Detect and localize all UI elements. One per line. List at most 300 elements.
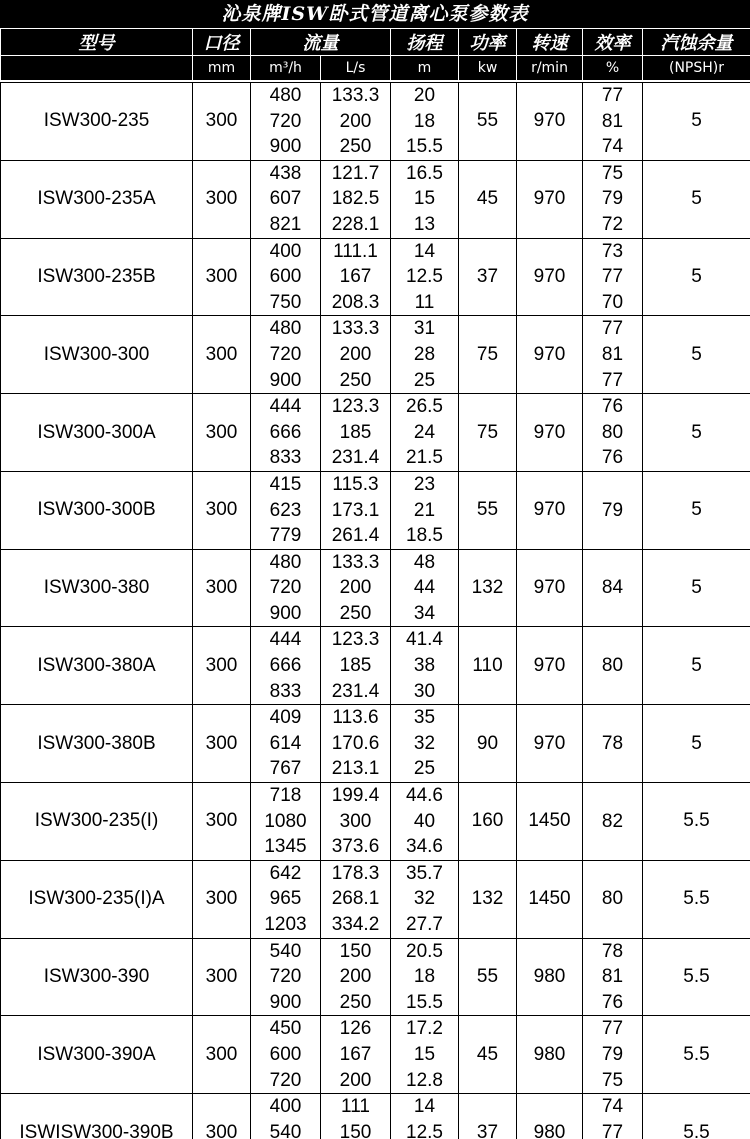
- cell-model: ISWISW300-390B: [1, 1094, 193, 1139]
- cell-head-value: 12.8: [406, 1069, 443, 1091]
- cell-diameter: 300: [193, 627, 251, 705]
- cell-model: ISW300-235: [1, 83, 193, 161]
- cell-speed: 970: [517, 83, 583, 161]
- cell-diameter: 300: [193, 1094, 251, 1139]
- cell-model: ISW300-380A: [1, 627, 193, 705]
- cell-model: ISW300-235(I): [1, 783, 193, 861]
- cell-head-value: 14: [413, 240, 436, 262]
- cell-efficiency-value: 84: [601, 577, 624, 599]
- cell-head-value: 15.5: [406, 136, 443, 158]
- cell-head-value: 35: [413, 707, 436, 729]
- cell-flow-ls-value: 213.1: [331, 758, 380, 780]
- cell-efficiency: [583, 705, 643, 783]
- cell-flow-ls-value: 231.4: [331, 680, 380, 702]
- cell-diameter: 300: [193, 83, 251, 161]
- cell-flow-ls-value: 185: [339, 421, 372, 443]
- cell-power: 55: [459, 938, 517, 1016]
- cell-efficiency-value: 76: [601, 991, 624, 1013]
- cell-diameter: 300: [193, 316, 251, 394]
- cell-head-value: 32: [413, 732, 436, 754]
- cell-efficiency: [583, 238, 643, 316]
- cell-flow-m3h-value: 409: [269, 707, 302, 729]
- cell-flow-ls-value: 250: [339, 602, 372, 624]
- cell-head-value: 15: [413, 188, 436, 210]
- cell-flow-m3h-value: 833: [269, 680, 302, 702]
- cell-power: 132: [459, 860, 517, 938]
- cell-efficiency: [583, 938, 643, 1016]
- cell-flow-m3h: [251, 238, 321, 316]
- cell-flow-ls-value: 261.4: [331, 525, 380, 547]
- cell-flow-m3h-value: 415: [269, 473, 302, 495]
- cell-flow-ls: [321, 83, 391, 161]
- cell-efficiency-value: 79: [601, 499, 624, 521]
- cell-efficiency-value: 82: [601, 810, 624, 832]
- cell-efficiency: [583, 1094, 643, 1139]
- cell-npsh: 5.5: [643, 1016, 750, 1094]
- cell-head-value: 26.5: [406, 396, 443, 418]
- cell-head-value: 31: [413, 318, 436, 340]
- cell-diameter: 300: [193, 160, 251, 238]
- cell-efficiency: [583, 1016, 643, 1094]
- cell-efficiency-value: 74: [601, 1096, 624, 1118]
- cell-model: ISW300-380: [1, 549, 193, 627]
- table-row: [1, 238, 750, 316]
- cell-efficiency-value: 70: [601, 291, 624, 313]
- cell-flow-m3h-value: 480: [269, 85, 302, 106]
- cell-head-value: 11: [414, 291, 435, 313]
- cell-flow-ls-value: 300: [339, 810, 372, 832]
- cell-head-value: 15.5: [406, 991, 443, 1013]
- cell-head-value: 13: [413, 213, 436, 235]
- cell-speed: 970: [517, 627, 583, 705]
- cell-flow-ls: [321, 860, 391, 938]
- cell-head: [391, 83, 459, 161]
- cell-flow-m3h-value: 400: [269, 1096, 302, 1118]
- cell-flow-m3h-value: 900: [269, 136, 302, 158]
- cell-head-value: 38: [413, 655, 436, 677]
- cell-head-value: 23: [413, 473, 436, 495]
- cell-head-value: 40: [413, 810, 436, 832]
- cell-model: ISW300-300: [1, 316, 193, 394]
- table-row: [1, 394, 750, 472]
- cell-power: 45: [459, 160, 517, 238]
- cell-power: 110: [459, 627, 517, 705]
- cell-flow-m3h: [251, 860, 321, 938]
- cell-head: [391, 783, 459, 861]
- cell-speed: 980: [517, 1016, 583, 1094]
- cell-speed: 970: [517, 238, 583, 316]
- cell-flow-m3h: [251, 783, 321, 861]
- cell-flow-m3h: [251, 160, 321, 238]
- cell-flow-m3h: [251, 83, 321, 161]
- table-row: [1, 316, 750, 394]
- cell-flow-ls-value: 334.2: [331, 914, 380, 935]
- cell-head-value: 21.5: [406, 447, 443, 469]
- cell-power: 45: [459, 1016, 517, 1094]
- cell-efficiency-value: 77: [601, 1018, 624, 1040]
- cell-speed: 970: [517, 471, 583, 549]
- cell-head-value: 30: [413, 680, 436, 702]
- header-head: 扬程: [391, 29, 459, 56]
- cell-flow-m3h-value: 614: [269, 732, 302, 754]
- cell-diameter: 300: [193, 394, 251, 472]
- cell-head: [391, 705, 459, 783]
- cell-head: [391, 316, 459, 394]
- cell-power: 37: [459, 1094, 517, 1139]
- cell-flow-m3h: [251, 394, 321, 472]
- cell-power: 55: [459, 471, 517, 549]
- table-row: [1, 860, 750, 938]
- cell-flow-ls-value: 150: [339, 1121, 372, 1139]
- cell-head-value: 14: [413, 1096, 436, 1118]
- table-row: [1, 549, 750, 627]
- cell-flow-ls-value: 250: [339, 136, 372, 158]
- cell-flow-ls-value: 228.1: [331, 213, 380, 235]
- cell-head-value: 15: [413, 1043, 436, 1065]
- cell-flow-ls-value: 121.7: [331, 162, 380, 184]
- cell-npsh: 5: [643, 238, 750, 316]
- cell-speed: 1450: [517, 860, 583, 938]
- cell-efficiency: [583, 83, 643, 161]
- table-row: [1, 83, 750, 161]
- cell-diameter: 300: [193, 783, 251, 861]
- unit-percent: %: [583, 56, 643, 81]
- cell-flow-ls: [321, 394, 391, 472]
- cell-head-value: 12.5: [406, 1121, 443, 1139]
- cell-efficiency-value: 75: [601, 162, 624, 184]
- cell-flow-m3h-value: 720: [269, 110, 302, 132]
- cell-speed: 970: [517, 394, 583, 472]
- header-model: 型号: [1, 29, 193, 56]
- cell-model: ISW300-380B: [1, 705, 193, 783]
- cell-efficiency-value: 77: [601, 1121, 624, 1139]
- cell-head-value: 20: [413, 85, 436, 106]
- cell-flow-ls-value: 133.3: [331, 318, 380, 340]
- cell-model: ISW300-390A: [1, 1016, 193, 1094]
- cell-head-value: 21: [413, 499, 436, 521]
- unit-mm: mm: [193, 56, 251, 81]
- cell-head-value: 44.6: [406, 785, 443, 807]
- cell-efficiency: [583, 160, 643, 238]
- cell-flow-m3h-value: 718: [269, 785, 302, 807]
- cell-efficiency-value: 73: [601, 240, 624, 262]
- sheet-title: 沁泉牌ISW卧式管道离心泵参数表: [0, 0, 750, 28]
- header-npsh: 汽蚀余量: [643, 29, 750, 56]
- cell-flow-m3h-value: 480: [269, 318, 302, 340]
- cell-flow-ls-value: 111.1: [333, 240, 378, 262]
- unit-m: m: [391, 56, 459, 81]
- cell-head: [391, 938, 459, 1016]
- cell-head: [391, 860, 459, 938]
- cell-model: ISW300-300B: [1, 471, 193, 549]
- cell-flow-m3h-value: 821: [269, 213, 302, 235]
- cell-speed: 970: [517, 316, 583, 394]
- cell-flow-m3h-value: 720: [269, 966, 302, 988]
- cell-efficiency-value: 75: [601, 1069, 624, 1091]
- cell-efficiency: [583, 316, 643, 394]
- cell-efficiency-value: 77: [601, 266, 624, 288]
- cell-flow-ls: [321, 1094, 391, 1139]
- cell-power: 90: [459, 705, 517, 783]
- cell-head-value: 25: [413, 758, 436, 780]
- cell-npsh: 5: [643, 549, 750, 627]
- cell-flow-ls-value: 185: [339, 655, 372, 677]
- cell-flow-ls-value: 182.5: [331, 188, 380, 210]
- cell-head-value: 34.6: [406, 836, 443, 858]
- cell-efficiency: [583, 860, 643, 938]
- cell-flow-ls: [321, 471, 391, 549]
- cell-diameter: 300: [193, 1016, 251, 1094]
- cell-flow-ls-value: 167: [339, 1043, 372, 1065]
- cell-flow-ls-value: 170.6: [331, 732, 380, 754]
- cell-power: 132: [459, 549, 517, 627]
- cell-npsh: 5: [643, 627, 750, 705]
- cell-diameter: 300: [193, 860, 251, 938]
- cell-model: ISW300-235B: [1, 238, 193, 316]
- cell-flow-ls-value: 200: [339, 1069, 372, 1091]
- cell-flow-m3h: [251, 1094, 321, 1139]
- cell-flow-ls-value: 173.1: [331, 499, 380, 521]
- header-speed: 转速: [517, 29, 583, 56]
- cell-head: [391, 1094, 459, 1139]
- cell-flow-m3h-value: 720: [269, 1069, 302, 1091]
- cell-flow-ls-value: 199.4: [331, 785, 380, 807]
- cell-model: ISW300-300A: [1, 394, 193, 472]
- cell-efficiency-value: 76: [601, 396, 624, 418]
- table-row: [1, 1016, 750, 1094]
- cell-head-value: 48: [413, 551, 436, 573]
- cell-npsh: 5.5: [643, 783, 750, 861]
- cell-flow-ls-value: 268.1: [331, 888, 380, 910]
- cell-power: 160: [459, 783, 517, 861]
- cell-flow-m3h-value: 779: [269, 525, 302, 547]
- cell-speed: 970: [517, 705, 583, 783]
- cell-flow-m3h-value: 720: [269, 577, 302, 599]
- cell-efficiency: [583, 783, 643, 861]
- cell-speed: 970: [517, 160, 583, 238]
- cell-speed: 1450: [517, 783, 583, 861]
- data-table: [0, 82, 750, 1139]
- cell-speed: 980: [517, 1094, 583, 1139]
- cell-power: 75: [459, 394, 517, 472]
- unit-kw: kw: [459, 56, 517, 81]
- cell-head-value: 34: [413, 602, 436, 624]
- cell-flow-m3h-value: 480: [269, 551, 302, 573]
- cell-flow-m3h-value: 600: [269, 1043, 302, 1065]
- cell-diameter: 300: [193, 471, 251, 549]
- cell-flow-ls: [321, 1016, 391, 1094]
- cell-head-value: 27.7: [406, 914, 443, 935]
- cell-efficiency-value: 81: [601, 110, 624, 132]
- cell-head: [391, 238, 459, 316]
- cell-efficiency-value: 78: [601, 732, 624, 754]
- cell-diameter: 300: [193, 549, 251, 627]
- cell-npsh: 5: [643, 394, 750, 472]
- cell-head-value: 32: [413, 888, 436, 910]
- cell-flow-m3h-value: 900: [269, 602, 302, 624]
- cell-model: ISW300-235A: [1, 160, 193, 238]
- cell-head-value: 25: [413, 369, 436, 391]
- cell-head: [391, 1016, 459, 1094]
- cell-head-value: 12.5: [406, 266, 443, 288]
- table-row: [1, 627, 750, 705]
- cell-head-value: 28: [413, 343, 436, 365]
- table-row: [1, 783, 750, 861]
- cell-flow-m3h-value: 607: [269, 188, 302, 210]
- cell-flow-ls-value: 250: [339, 369, 372, 391]
- cell-flow-ls: [321, 316, 391, 394]
- cell-flow-ls-value: 115.3: [332, 473, 379, 495]
- cell-model: ISW300-235(I)A: [1, 860, 193, 938]
- cell-efficiency-value: 80: [601, 888, 624, 910]
- cell-flow-ls-value: 133.3: [331, 551, 380, 573]
- cell-efficiency-value: 74: [601, 136, 624, 158]
- table-row: [1, 938, 750, 1016]
- cell-head: [391, 549, 459, 627]
- table-row: [1, 471, 750, 549]
- cell-flow-m3h-value: 450: [269, 1018, 302, 1040]
- cell-efficiency-value: 81: [601, 343, 624, 365]
- cell-flow-ls-value: 250: [339, 991, 372, 1013]
- cell-efficiency-value: 79: [601, 188, 624, 210]
- cell-flow-m3h-value: 767: [269, 758, 302, 780]
- cell-head: [391, 471, 459, 549]
- cell-speed: 980: [517, 938, 583, 1016]
- cell-efficiency-value: 76: [601, 447, 624, 469]
- cell-efficiency: [583, 394, 643, 472]
- cell-efficiency: [583, 627, 643, 705]
- cell-npsh: 5: [643, 83, 750, 161]
- cell-flow-m3h: [251, 705, 321, 783]
- cell-efficiency-value: 80: [601, 655, 624, 677]
- cell-flow-ls: [321, 938, 391, 1016]
- cell-flow-m3h-value: 540: [269, 1121, 302, 1139]
- cell-flow-m3h-value: 540: [269, 940, 302, 962]
- cell-efficiency-value: 77: [601, 85, 624, 106]
- header-table: [0, 29, 750, 80]
- cell-flow-m3h-value: 444: [269, 396, 302, 418]
- cell-flow-m3h-value: 400: [269, 240, 302, 262]
- cell-efficiency: [583, 549, 643, 627]
- cell-flow-m3h-value: 666: [269, 655, 302, 677]
- cell-flow-ls-value: 200: [339, 966, 372, 988]
- cell-flow-ls: [321, 783, 391, 861]
- cell-flow-m3h-value: 438: [269, 162, 302, 184]
- cell-head-value: 44: [413, 577, 436, 599]
- cell-efficiency-value: 72: [601, 213, 624, 235]
- cell-flow-m3h-value: 1080: [264, 810, 307, 832]
- cell-flow-ls-value: 200: [339, 110, 372, 132]
- cell-flow-ls: [321, 238, 391, 316]
- cell-head-value: 35.7: [406, 862, 443, 884]
- cell-flow-m3h: [251, 1016, 321, 1094]
- cell-head: [391, 394, 459, 472]
- cell-npsh: 5.5: [643, 938, 750, 1016]
- cell-flow-m3h-value: 1203: [264, 914, 307, 935]
- cell-flow-ls-value: 126: [339, 1018, 372, 1040]
- cell-flow-m3h: [251, 938, 321, 1016]
- cell-head-value: 20.5: [406, 940, 443, 962]
- cell-npsh: 5.5: [643, 860, 750, 938]
- cell-power: 37: [459, 238, 517, 316]
- cell-flow-ls-value: 231.4: [331, 447, 380, 469]
- cell-head: [391, 160, 459, 238]
- unit-npsh: (NPSH)r: [643, 56, 750, 81]
- cell-flow-m3h-value: 1345: [264, 836, 307, 858]
- cell-diameter: 300: [193, 938, 251, 1016]
- cell-flow-ls-value: 113.6: [332, 707, 379, 729]
- cell-flow-m3h-value: 642: [269, 862, 302, 884]
- cell-flow-m3h-value: 900: [269, 991, 302, 1013]
- header-efficiency: 效率: [583, 29, 643, 56]
- cell-flow-m3h-value: 833: [269, 447, 302, 469]
- cell-flow-m3h-value: 720: [269, 343, 302, 365]
- cell-power: 55: [459, 83, 517, 161]
- header-power: 功率: [459, 29, 517, 56]
- cell-head-value: 18: [413, 110, 436, 132]
- cell-flow-ls-value: 133.3: [331, 85, 380, 106]
- cell-head-value: 18: [413, 966, 436, 988]
- cell-efficiency-value: 78: [601, 940, 624, 962]
- cell-flow-m3h-value: 900: [269, 369, 302, 391]
- cell-power: 75: [459, 316, 517, 394]
- unit-ls: L/s: [321, 56, 391, 81]
- cell-npsh: 5: [643, 471, 750, 549]
- cell-head: [391, 627, 459, 705]
- cell-efficiency-value: 77: [601, 369, 624, 391]
- cell-head-value: 18.5: [406, 525, 443, 547]
- cell-npsh: 5: [643, 160, 750, 238]
- cell-flow-ls-value: 123.3: [331, 396, 380, 418]
- cell-flow-ls-value: 123.3: [331, 629, 380, 651]
- cell-flow-m3h-value: 750: [269, 291, 302, 313]
- cell-speed: 970: [517, 549, 583, 627]
- cell-diameter: 300: [193, 238, 251, 316]
- cell-head-value: 24: [413, 421, 436, 443]
- cell-flow-ls-value: 373.6: [331, 836, 380, 858]
- header-diameter: 口径: [193, 29, 251, 56]
- cell-flow-ls: [321, 160, 391, 238]
- cell-flow-ls-value: 200: [339, 343, 372, 365]
- cell-head-value: 17.2: [406, 1018, 443, 1040]
- cell-flow-ls: [321, 627, 391, 705]
- cell-flow-ls-value: 111: [341, 1096, 370, 1118]
- cell-efficiency-value: 80: [601, 421, 624, 443]
- cell-efficiency: [583, 471, 643, 549]
- cell-flow-ls-value: 150: [339, 940, 372, 962]
- cell-flow-m3h-value: 623: [269, 499, 302, 521]
- cell-diameter: 300: [193, 705, 251, 783]
- cell-npsh: 5.5: [643, 1094, 750, 1139]
- cell-flow-ls-value: 167: [339, 266, 372, 288]
- cell-efficiency-value: 79: [601, 1043, 624, 1065]
- cell-flow-ls-value: 200: [339, 577, 372, 599]
- cell-flow-m3h-value: 600: [269, 266, 302, 288]
- unit-model: [1, 56, 193, 81]
- cell-npsh: 5: [643, 705, 750, 783]
- cell-flow-ls: [321, 549, 391, 627]
- cell-flow-ls-value: 178.3: [331, 862, 380, 884]
- cell-flow-m3h: [251, 316, 321, 394]
- table-row: [1, 1094, 750, 1139]
- cell-flow-m3h: [251, 627, 321, 705]
- cell-npsh: 5: [643, 316, 750, 394]
- unit-rmin: r/min: [517, 56, 583, 81]
- cell-flow-m3h-value: 965: [269, 888, 302, 910]
- header-flow: 流量: [251, 29, 391, 56]
- cell-flow-m3h-value: 666: [269, 421, 302, 443]
- cell-flow-m3h: [251, 549, 321, 627]
